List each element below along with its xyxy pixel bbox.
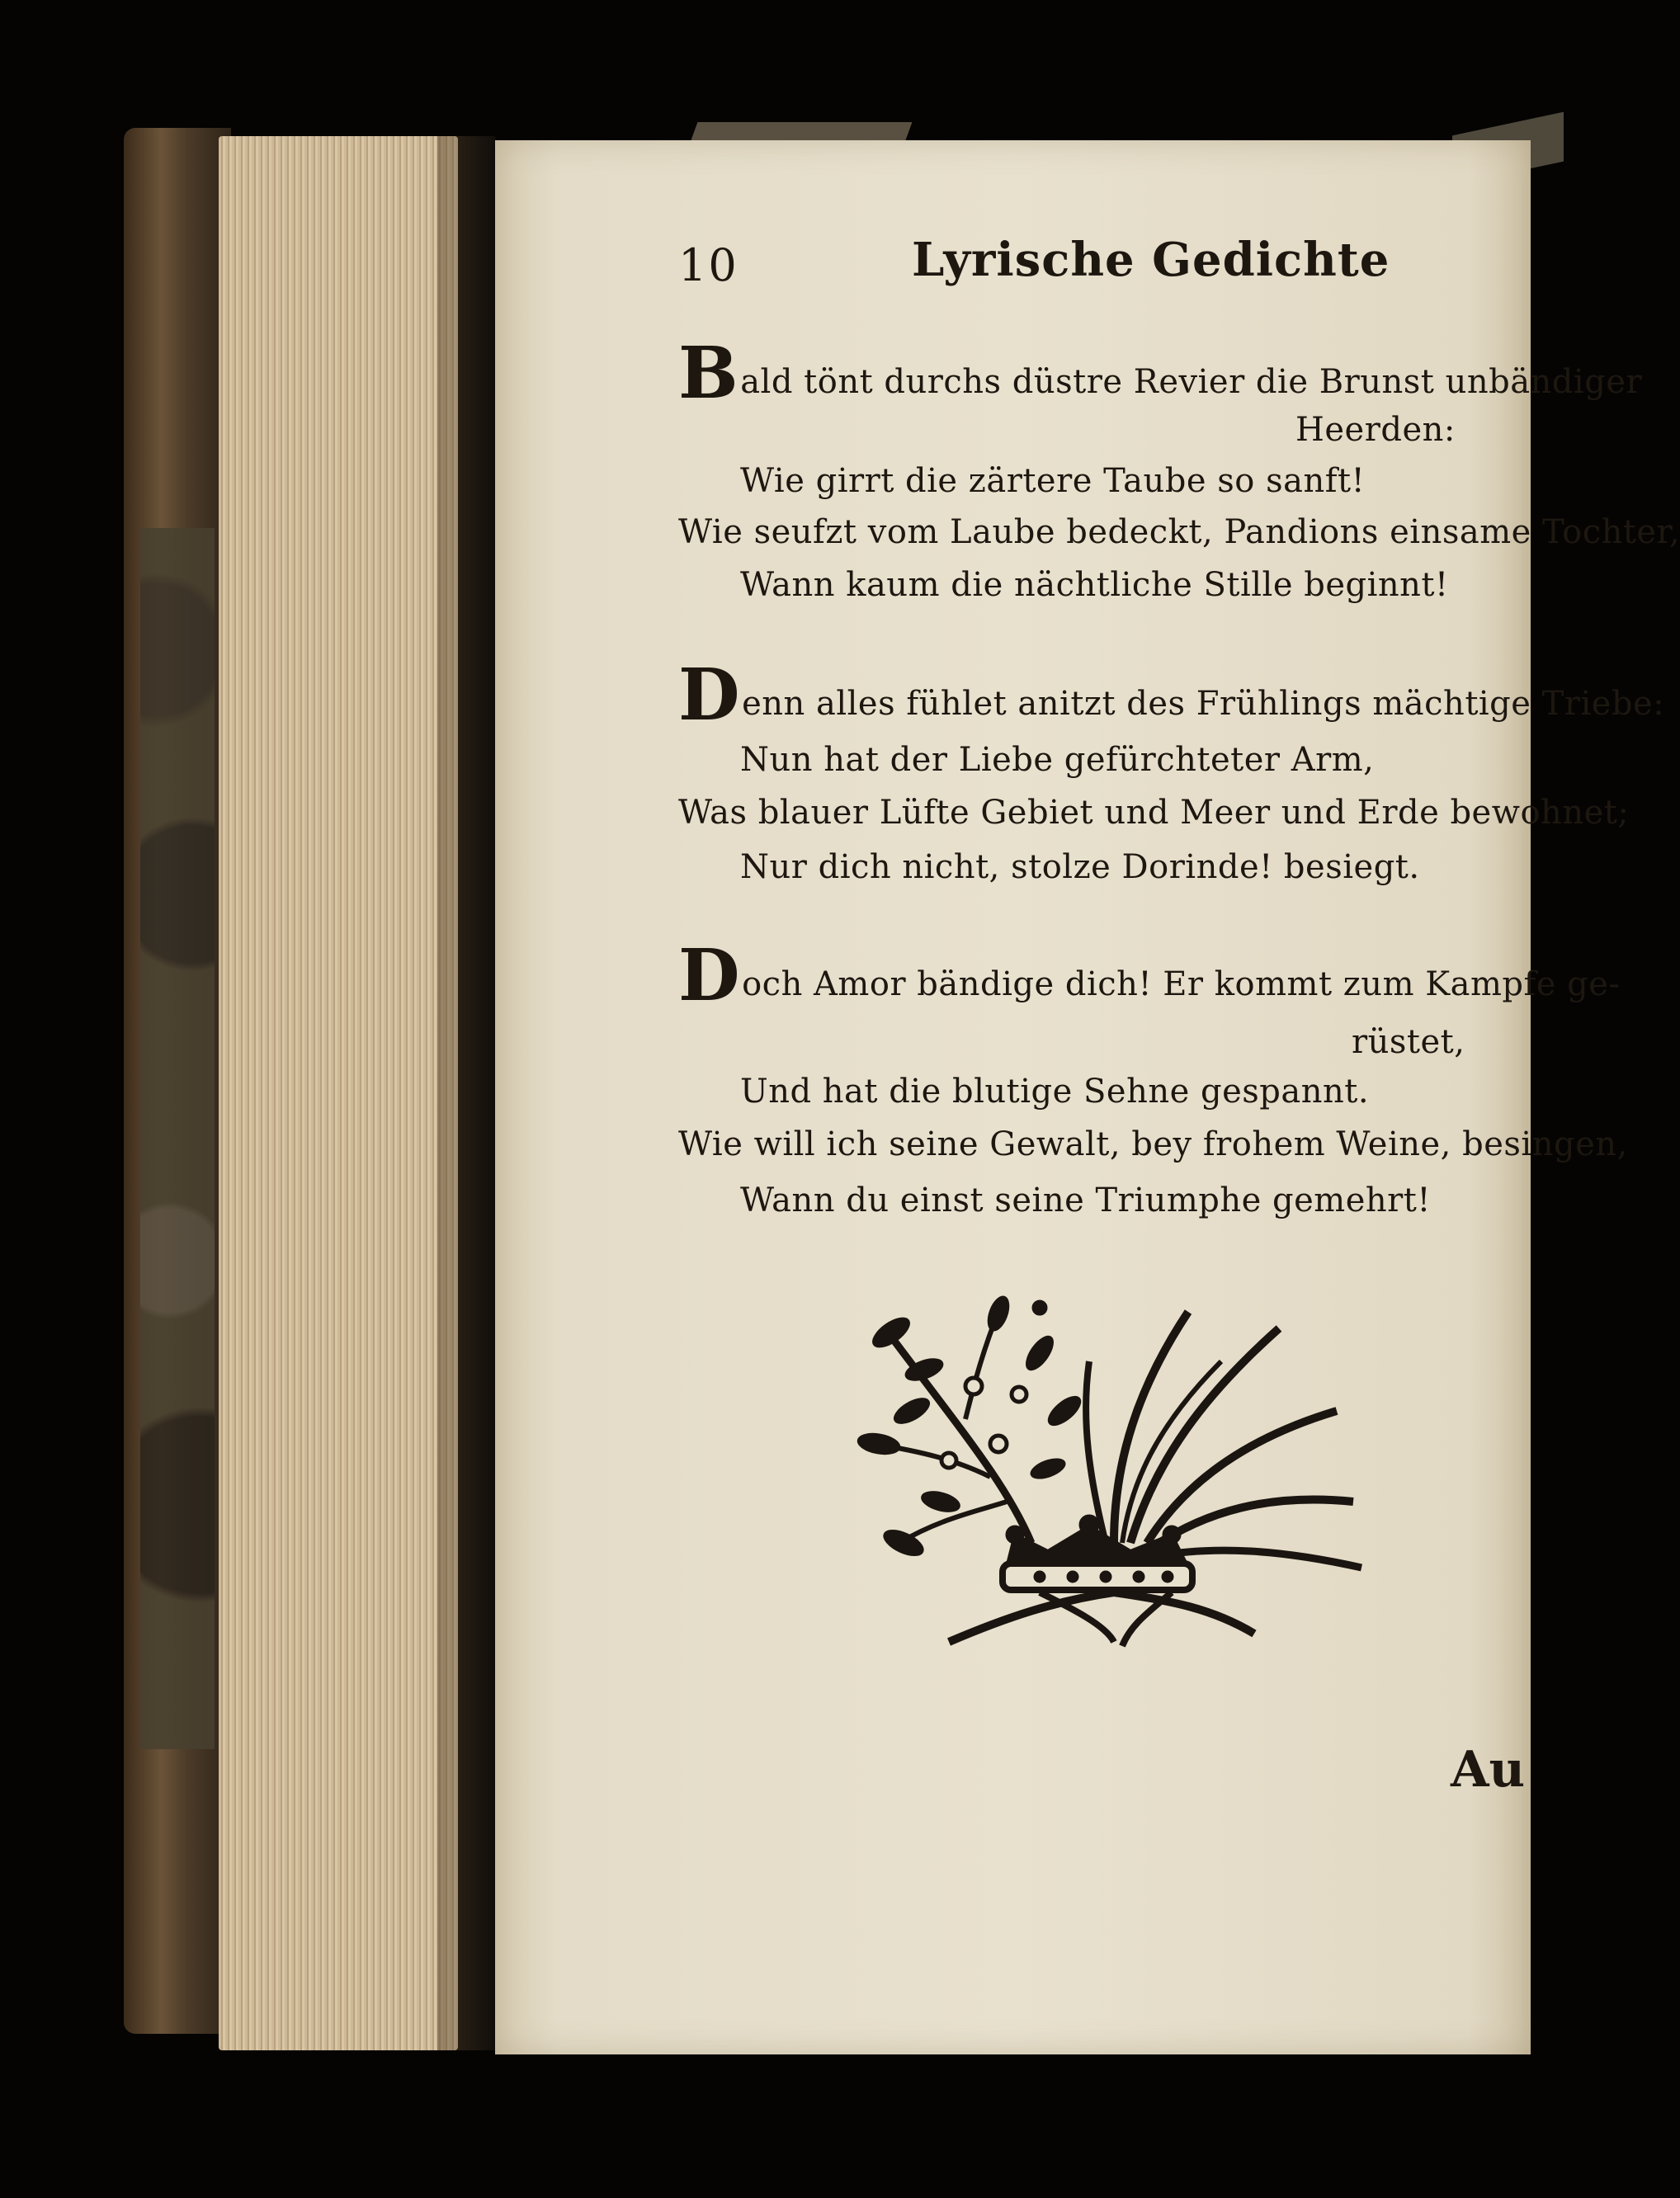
verse-text: ald tönt durchs düstre Revier die Brunst unbändiger <box>740 363 1643 401</box>
stanza-2-line-2: Nun hat der Liebe gefürchteter Arm, <box>740 741 1375 779</box>
verse-text: och Amor bändige dich! Er kommt zum Kampfe ge- <box>742 965 1621 1003</box>
stanza-3-line-3: Und hat die blutige Sehne gespannt. <box>740 1073 1370 1111</box>
verse-text: enn alles fühlet anitzt des Frühlings mächtige Triebe: <box>742 685 1665 723</box>
stanza-3-line-1 <box>678 934 1621 1017</box>
page-number: 10 <box>678 239 739 291</box>
catchword: Au <box>1451 1741 1526 1799</box>
stanza-1-line-1 <box>678 332 1643 415</box>
stanza-3-line-5: Wann du einst seine Triumphe gemehrt! <box>740 1182 1431 1219</box>
drop-initial: D <box>678 653 741 737</box>
running-head: Lyrische Gedichte <box>912 233 1390 287</box>
stanza-2-line-4: Nur dich nicht, stolze Dorinde! besiegt. <box>740 848 1420 886</box>
stanza-2-line-1 <box>678 653 1665 737</box>
stanza-3-line-2: rüstet, <box>1352 1023 1465 1061</box>
crown-with-branches-ornament <box>842 1295 1378 1650</box>
drop-initial: D <box>678 934 741 1017</box>
stanza-3-line-4: Wie will ich seine Gewalt, bey frohem Weine, besingen, <box>678 1125 1628 1163</box>
drop-initial: B <box>678 332 739 415</box>
stanza-1-line-3: Wie girrt die zärtere Taube so sanft! <box>740 462 1366 500</box>
stanza-1-line-5: Wann kaum die nächtliche Stille beginnt! <box>740 566 1449 604</box>
stanza-1-line-2: Heerden: <box>1295 411 1456 449</box>
stanza-1-line-4: Wie seufzt vom Laube bedeckt, Pandions einsame Tochter, <box>678 513 1680 551</box>
stanza-2-line-3: Was blauer Lüfte Gebiet und Meer und Erde bewohnet; <box>678 794 1630 832</box>
